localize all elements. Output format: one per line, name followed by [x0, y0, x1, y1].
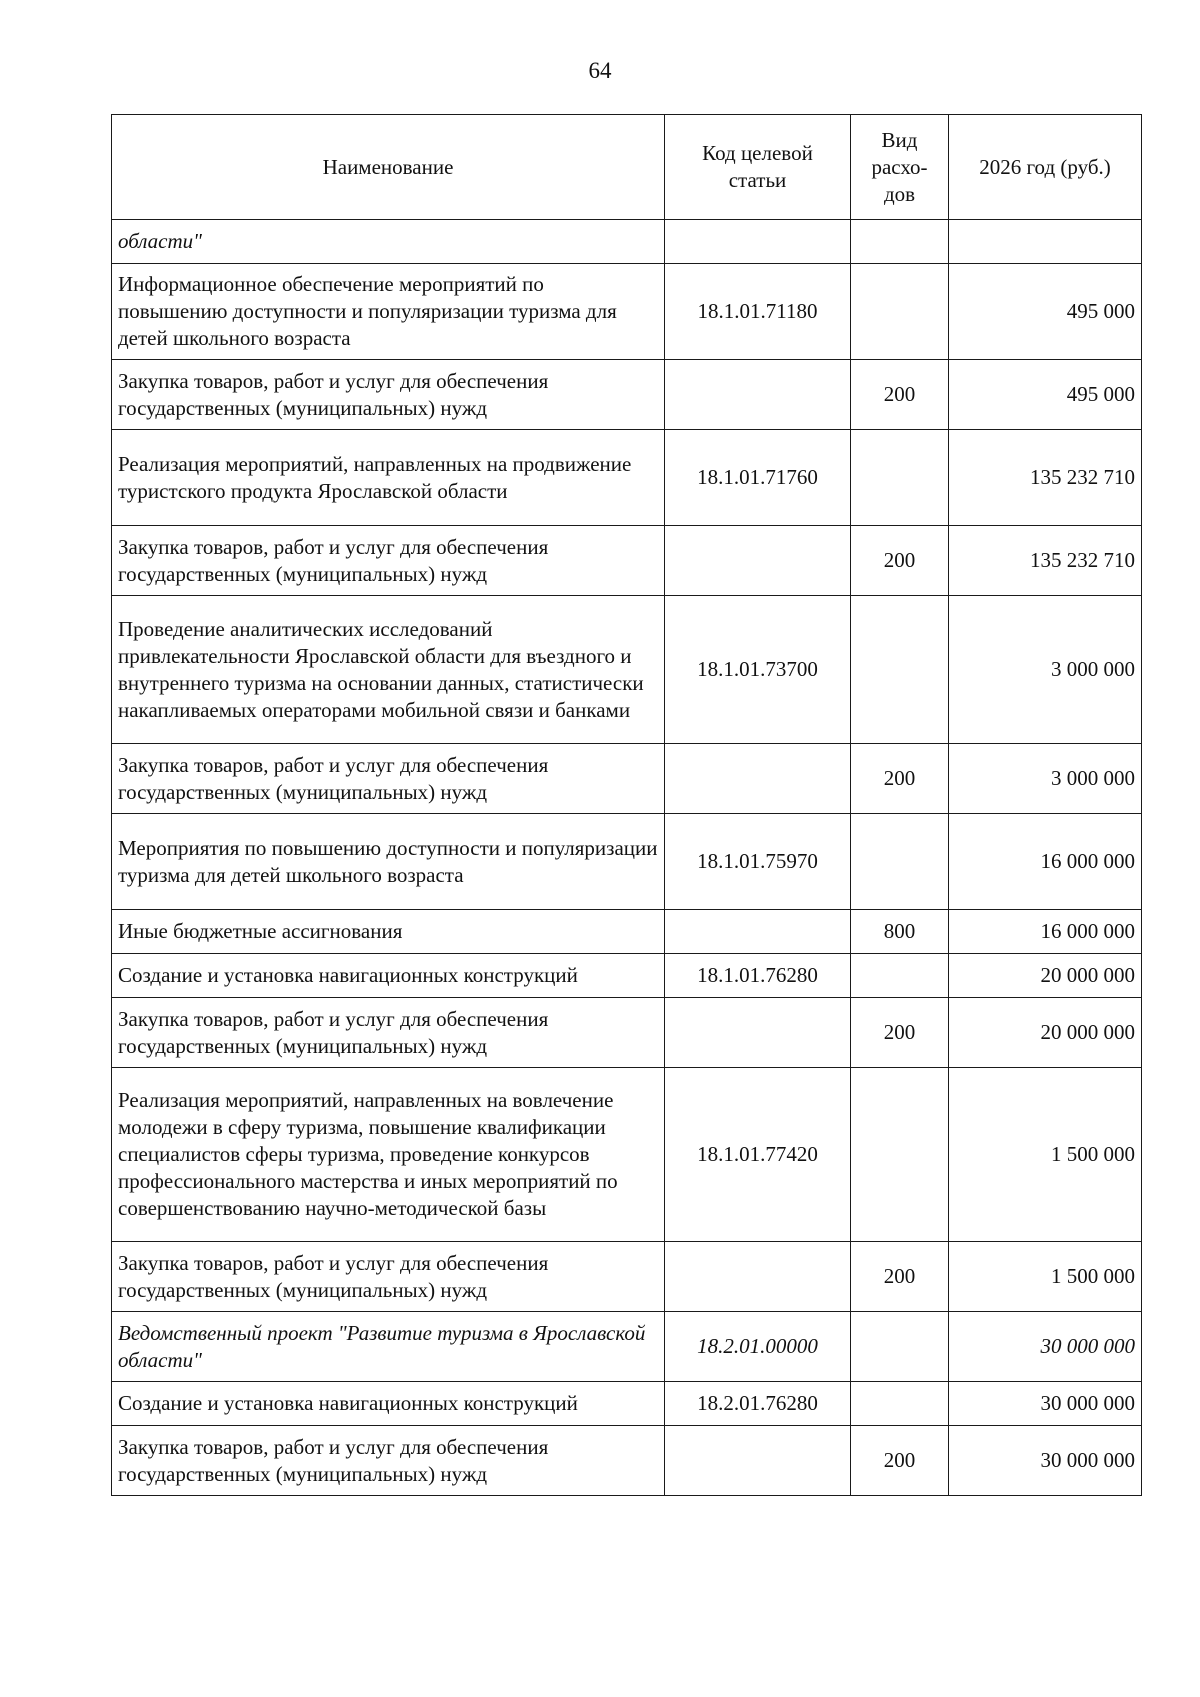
row-amount-cell: 135 232 710	[949, 430, 1142, 526]
row-name-cell: Реализация мероприятий, направленных на продвижение туристского продукта Ярославской области	[112, 430, 665, 526]
row-amount-cell: 495 000	[949, 360, 1142, 430]
row-kind-cell	[851, 954, 949, 998]
budget-table	[111, 114, 1142, 1496]
table-row	[112, 526, 1142, 596]
table-row	[112, 1382, 1142, 1426]
row-name-cell: Закупка товаров, работ и услуг для обеспечения государственных (муниципальных) нужд	[112, 360, 665, 430]
page-number: 64	[588, 58, 612, 83]
table-row	[112, 998, 1142, 1068]
row-amount-cell: 3 000 000	[949, 596, 1142, 744]
row-kind-cell	[851, 430, 949, 526]
row-code-cell: 18.1.01.75970	[665, 814, 851, 910]
row-amount-cell: 1 500 000	[949, 1068, 1142, 1242]
row-code-cell	[665, 220, 851, 264]
row-kind-cell: 200	[851, 744, 949, 814]
row-name-cell: Создание и установка навигационных конструкций	[112, 954, 665, 998]
row-name-cell: Закупка товаров, работ и услуг для обеспечения государственных (муниципальных) нужд	[112, 1242, 665, 1312]
row-amount-cell: 495 000	[949, 264, 1142, 360]
row-kind-cell: 200	[851, 1242, 949, 1312]
row-code-cell: 18.1.01.73700	[665, 596, 851, 744]
row-kind-cell: 200	[851, 998, 949, 1068]
table-row	[112, 814, 1142, 910]
row-kind-cell: 200	[851, 1426, 949, 1496]
row-kind-cell	[851, 596, 949, 744]
table-row	[112, 744, 1142, 814]
row-code-cell	[665, 1426, 851, 1496]
table-row	[112, 1312, 1142, 1382]
row-code-cell	[665, 526, 851, 596]
row-code-cell: 18.1.01.71760	[665, 430, 851, 526]
row-amount-cell: 20 000 000	[949, 954, 1142, 998]
row-amount-cell: 30 000 000	[949, 1426, 1142, 1496]
row-name-cell: Закупка товаров, работ и услуг для обеспечения государственных (муниципальных) нужд	[112, 998, 665, 1068]
row-code-cell: 18.2.01.00000	[665, 1312, 851, 1382]
row-code-cell	[665, 360, 851, 430]
row-amount-cell: 16 000 000	[949, 814, 1142, 910]
row-kind-cell	[851, 1312, 949, 1382]
row-name-cell: Иные бюджетные ассигнования	[112, 910, 665, 954]
row-name-cell: Мероприятия по повышению доступности и популяризации туризма для детей школьного возраста	[112, 814, 665, 910]
row-amount-cell: 135 232 710	[949, 526, 1142, 596]
row-code-cell: 18.2.01.76280	[665, 1382, 851, 1426]
header-row	[112, 115, 1142, 220]
row-amount-cell: 20 000 000	[949, 998, 1142, 1068]
row-amount-cell: 30 000 000	[949, 1312, 1142, 1382]
row-name-cell: Проведение аналитических исследований привлекательности Ярославской области для въездного и внутреннего туризма на основании данных, статистически накапливаемых операторами мобильной связи и банками	[112, 596, 665, 744]
row-name-cell: Закупка товаров, работ и услуг для обеспечения государственных (муниципальных) нужд	[112, 1426, 665, 1496]
row-code-cell: 18.1.01.77420	[665, 1068, 851, 1242]
table-body	[112, 220, 1142, 1496]
row-code-cell: 18.1.01.71180	[665, 264, 851, 360]
table-row	[112, 596, 1142, 744]
table-row	[112, 264, 1142, 360]
row-kind-cell: 200	[851, 360, 949, 430]
row-name-cell: Закупка товаров, работ и услуг для обеспечения государственных (муниципальных) нужд	[112, 744, 665, 814]
table-row	[112, 954, 1142, 998]
row-code-cell	[665, 1242, 851, 1312]
table-row	[112, 220, 1142, 264]
table-row	[112, 360, 1142, 430]
row-name-cell: Ведомственный проект "Развитие туризма в Ярославской области"	[112, 1312, 665, 1382]
row-kind-cell: 200	[851, 526, 949, 596]
header-amount: 2026 год (руб.)	[949, 115, 1142, 220]
table-row	[112, 910, 1142, 954]
row-name-cell: Реализация мероприятий, направленных на вовлечение молодежи в сферу туризма, повышение квалификации специалистов сферы туризма, проведение конкурсов профессионального мастерства и иных мероприятий по совершенствованию научно-методической базы	[112, 1068, 665, 1242]
row-name-cell: Создание и установка навигационных конструкций	[112, 1382, 665, 1426]
table-row	[112, 1426, 1142, 1496]
row-amount-cell: 1 500 000	[949, 1242, 1142, 1312]
row-code-cell	[665, 910, 851, 954]
row-code-cell: 18.1.01.76280	[665, 954, 851, 998]
row-code-cell	[665, 998, 851, 1068]
row-kind-cell	[851, 264, 949, 360]
header-name: Наименование	[112, 115, 665, 220]
row-kind-cell: 800	[851, 910, 949, 954]
table-row	[112, 1242, 1142, 1312]
table-row	[112, 1068, 1142, 1242]
row-name-cell: Информационное обеспечение мероприятий по повышению доступности и популяризации туризма для детей школьного возраста	[112, 264, 665, 360]
row-amount-cell: 3 000 000	[949, 744, 1142, 814]
row-kind-cell	[851, 1068, 949, 1242]
row-kind-cell	[851, 220, 949, 264]
row-kind-cell	[851, 814, 949, 910]
row-amount-cell	[949, 220, 1142, 264]
row-name-cell: области"	[112, 220, 665, 264]
header-code: Код целевой статьи	[665, 115, 851, 220]
row-amount-cell: 30 000 000	[949, 1382, 1142, 1426]
table-row	[112, 430, 1142, 526]
row-code-cell	[665, 744, 851, 814]
row-amount-cell: 16 000 000	[949, 910, 1142, 954]
row-kind-cell	[851, 1382, 949, 1426]
row-name-cell: Закупка товаров, работ и услуг для обеспечения государственных (муниципальных) нужд	[112, 526, 665, 596]
header-kind: Вид расхо-дов	[851, 115, 949, 220]
